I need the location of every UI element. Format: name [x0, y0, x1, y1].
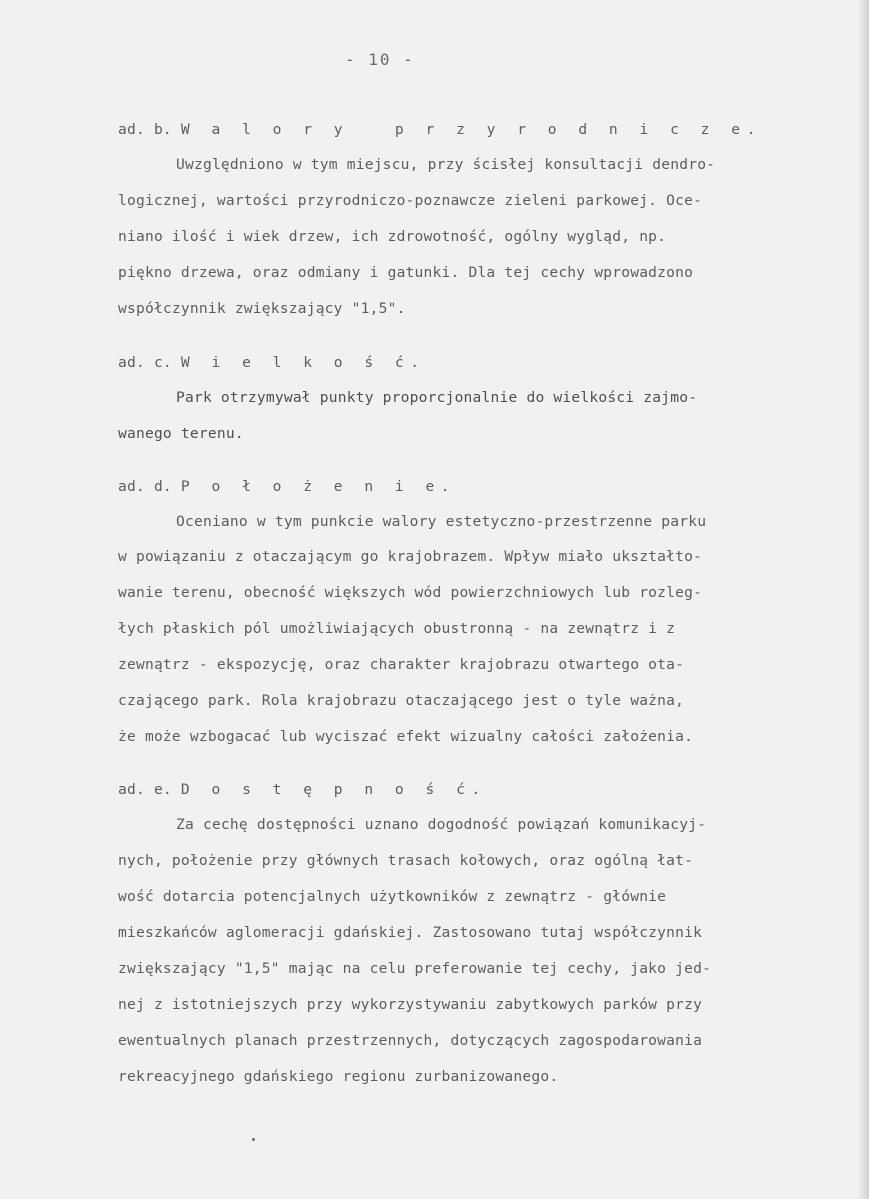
heading-prefix: ad. b.: [118, 121, 172, 138]
text-line: mieszkańców aglomeracji gdańskiej. Zastosowano tutaj współczynnik: [118, 924, 703, 941]
text-line: zewnątrz - ekspozycję, oraz charakter krajobrazu otwartego ota-: [118, 656, 685, 673]
text-line: nych, położenie przy głównych trasach kołowych, oraz ogólną łat-: [118, 852, 694, 869]
text-line: wanego terenu.: [118, 425, 244, 442]
page-edge-shadow: [857, 0, 869, 1199]
text-line: piękno drzewa, oraz odmiany i gatunki. Dla tej cechy wprowadzono: [118, 264, 694, 281]
text-line: wość dotarcia potencjalnych użytkowników z zewnątrz - głównie: [118, 888, 667, 905]
text-line: że może wzbogacać lub wyciszać efekt wizualny całości założenia.: [118, 728, 694, 745]
text-line: Oceniano w tym punkcie walory estetyczno-przestrzenne parku: [176, 513, 707, 530]
section-heading-b: [118, 121, 762, 138]
text-line: Park otrzymywał punkty proporcjonalnie do wielkości zajmo-: [176, 389, 698, 406]
text-line: logicznej, wartości przyrodniczo-poznawcze zieleni parkowej. Oce-: [118, 192, 703, 209]
text-line: ewentualnych planach przestrzennych, dotyczących zagospodarowania: [118, 1032, 703, 1049]
text-line: nej z istotniejszych przy wykorzystywaniu zabytkowych parków przy: [118, 996, 703, 1013]
heading-title: P o ł o ż e n i e.: [180, 478, 457, 495]
page-number: - 10 -: [345, 50, 415, 69]
heading-prefix: ad. d.: [118, 478, 172, 495]
text-line: Za cechę dostępności uznano dogodność powiązań komunikacyj-: [176, 816, 707, 833]
heading-title: W i e l k o ś ć.: [180, 354, 426, 371]
text-line: zwiększający "1,5" mając na celu preferowanie tej cechy, jako jed-: [118, 960, 712, 977]
section-heading-c: [118, 354, 426, 371]
heading-prefix: ad. e.: [118, 781, 172, 798]
text-line: Uwzględniono w tym miejscu, przy ścisłej konsultacji dendro-: [176, 156, 716, 173]
heading-title: D o s t ę p n o ś ć.: [180, 781, 487, 798]
text-line: wanie terenu, obecność większych wód powierzchniowych lub rozleg-: [118, 584, 703, 601]
text-line: w powiązaniu z otaczającym go krajobrazem. Wpływ miało ukształto-: [118, 548, 703, 565]
text-line: czającego park. Rola krajobrazu otaczającego jest o tyle ważna,: [118, 692, 685, 709]
text-line: współczynnik zwiększający "1,5".: [118, 300, 406, 317]
text-line: niano ilość i wiek drzew, ich zdrowotność, ogólny wygląd, np.: [118, 228, 667, 245]
ink-speck: [252, 1138, 255, 1141]
text-line: łych płaskich pól umożliwiających obustronną - na zewnątrz i z: [118, 620, 676, 637]
text-line: rekreacyjnego gdańskiego regionu zurbanizowanego.: [118, 1068, 559, 1085]
section-heading-d: [118, 478, 456, 495]
heading-prefix: ad. c.: [118, 354, 172, 371]
section-heading-e: [118, 781, 487, 798]
heading-title: W a l o r y p r z y r o d n i c z e.: [180, 121, 762, 138]
